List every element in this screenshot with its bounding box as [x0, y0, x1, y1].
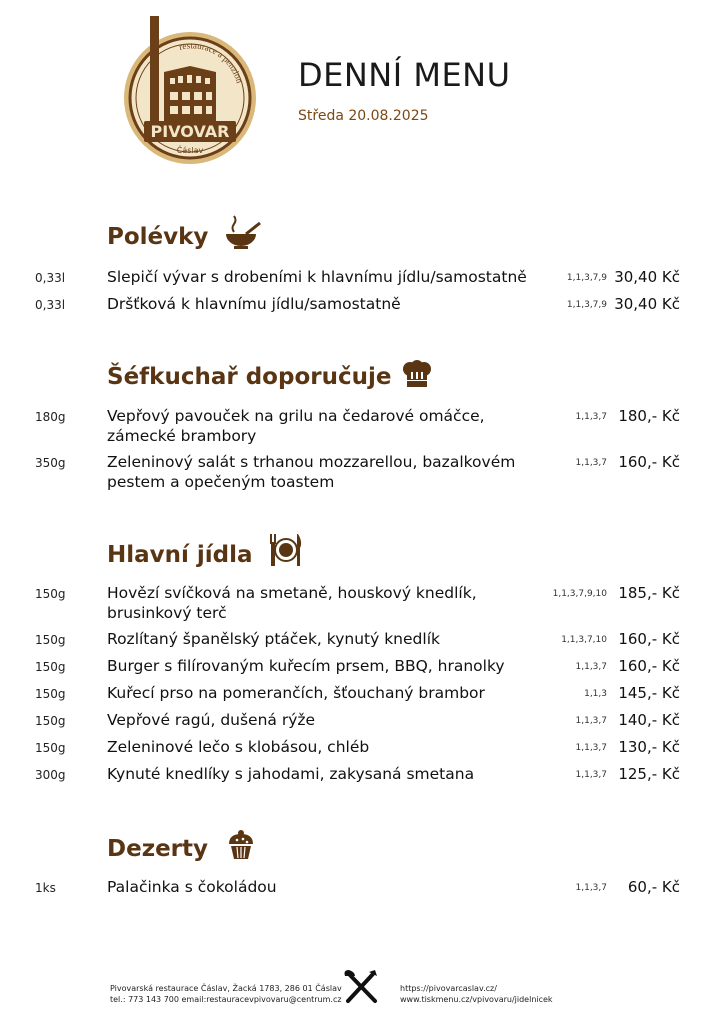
item-price: 145,- Kč — [618, 684, 680, 702]
item-quantity: 1ks — [35, 881, 56, 895]
item-name: Vepřový pavouček na grilu na čedarové omáčce, zámecké brambory — [107, 407, 485, 445]
logo-tagline: restaurace a penzion — [178, 40, 245, 85]
chef-hat-icon — [402, 360, 432, 388]
logo-name: PIVOVAR — [150, 122, 230, 141]
item-allergens: 1,1,3 — [584, 689, 607, 699]
logo-town: Čáslav — [176, 146, 204, 155]
footer-contact — [110, 983, 342, 1005]
section-title-mains: Hlavní jídla — [107, 542, 253, 568]
footer-phone-email: tel.: 773 143 700 email:restauracevpivovaru@centrum.cz — [110, 995, 342, 1004]
footer-website-link[interactable]: https://pivovarcaslav.cz/ — [400, 984, 497, 993]
item-quantity: 150g — [35, 633, 66, 647]
item-name: Zeleninové lečo s klobásou, chléb — [107, 738, 370, 756]
item-name: Hovězí svíčková na smetaně, houskový knedlík, brusinkový terč — [107, 584, 477, 622]
item-allergens: 1,1,3,7,9 — [566, 300, 607, 310]
item-price: 125,- Kč — [618, 765, 680, 783]
item-price: 160,- Kč — [618, 453, 680, 471]
item-price: 30,40 Kč — [614, 268, 680, 286]
item-price: 60,- Kč — [627, 878, 680, 896]
item-quantity: 150g — [35, 741, 66, 755]
item-allergens: 1,1,3,7 — [575, 716, 607, 726]
item-allergens: 1,1,3,7 — [575, 458, 607, 468]
soup-bowl-icon — [224, 214, 262, 250]
item-allergens: 1,1,3,7 — [575, 662, 607, 672]
item-quantity: 150g — [35, 687, 66, 701]
item-quantity: 350g — [35, 456, 66, 470]
item-name: Vepřové ragú, dušená rýže — [107, 711, 316, 729]
item-quantity: 150g — [35, 660, 66, 674]
item-name: Burger s filírovaným kuřecím prsem, BBQ, hranolky — [107, 657, 505, 675]
item-price: 140,- Kč — [618, 711, 680, 729]
section-title-soups: Polévky — [107, 224, 209, 250]
item-allergens: 1,1,3,7,9 — [566, 273, 607, 283]
muffin-icon — [226, 828, 256, 860]
item-price: 30,40 Kč — [614, 295, 680, 313]
item-price: 180,- Kč — [618, 407, 680, 425]
item-quantity: 0,33l — [35, 298, 66, 312]
footer-address: Pivovarská restaurace Čáslav, Žacká 1783, 286 01 Čáslav — [110, 984, 342, 993]
item-price: 185,- Kč — [618, 584, 680, 602]
item-allergens: 1,1,3,7 — [575, 770, 607, 780]
item-allergens: 1,1,3,7,9,10 — [552, 589, 607, 599]
item-allergens: 1,1,3,7 — [575, 743, 607, 753]
item-allergens: 1,1,3,7 — [575, 412, 607, 422]
fork-knife-icon — [343, 968, 381, 1006]
page-title: DENNÍ MENU — [298, 56, 511, 94]
item-quantity: 150g — [35, 714, 66, 728]
item-price: 160,- Kč — [618, 657, 680, 675]
item-name: Slepičí vývar s drobeními k hlavnímu jídlu/samostatně — [107, 268, 527, 286]
section-title-chef: Šéfkuchař doporučuje — [107, 364, 392, 390]
item-name: Rozlítaný španělský ptáček, kynutý knedlík — [107, 630, 440, 648]
item-quantity: 150g — [35, 587, 66, 601]
footer-web — [400, 983, 553, 1005]
item-price: 160,- Kč — [618, 630, 680, 648]
pivovar-logo — [120, 14, 260, 166]
menu-date: Středa 20.08.2025 — [298, 108, 429, 124]
footer-menu-link[interactable]: www.tiskmenu.cz/vpivovaru/jidelnicek — [400, 995, 553, 1004]
item-name: Kynuté knedlíky s jahodami, zakysaná smetana — [107, 765, 475, 783]
item-allergens: 1,1,3,7 — [575, 883, 607, 893]
item-name: Zeleninový salát s trhanou mozzarellou, bazalkovém pestem a opečeným toastem — [107, 453, 516, 491]
item-allergens: 1,1,3,7,10 — [561, 635, 607, 645]
plate-cutlery-icon — [268, 532, 304, 568]
item-name: Dršťková k hlavnímu jídlu/samostatně — [107, 295, 401, 313]
item-name: Palačinka s čokoládou — [107, 878, 277, 896]
section-title-desserts: Dezerty — [107, 836, 209, 862]
item-quantity: 180g — [35, 410, 66, 424]
item-price: 130,- Kč — [618, 738, 680, 756]
item-quantity: 0,33l — [35, 271, 66, 285]
item-name: Kuřecí prso na pomerančích, šťouchaný brambor — [107, 684, 485, 702]
item-quantity: 300g — [35, 768, 66, 782]
